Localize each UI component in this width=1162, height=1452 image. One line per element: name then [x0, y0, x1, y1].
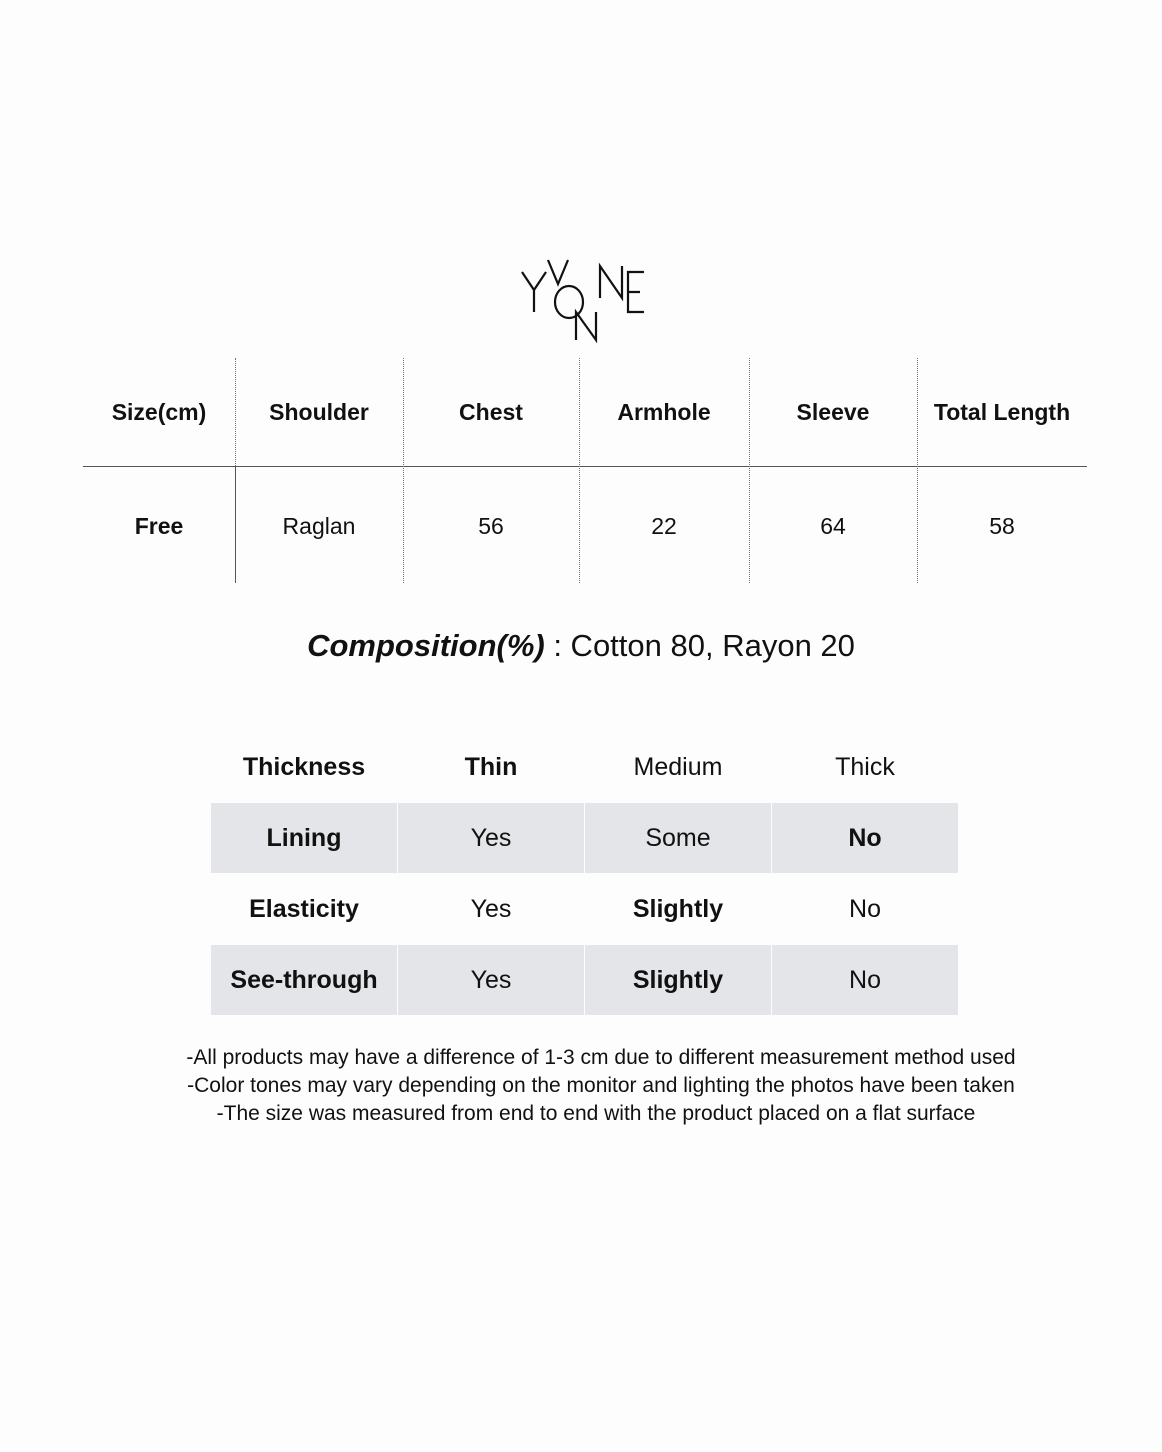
composition-line: [0, 624, 1162, 668]
fabric-option: Yes: [398, 803, 584, 873]
fabric-option: Thick: [835, 752, 895, 781]
yvonne-logo-mark: [518, 258, 652, 344]
fabric-option: Medium: [633, 752, 723, 781]
header-chest: Chest: [459, 398, 523, 425]
note-line: -All products may have a difference of 1-3 cm due to different measurement method used: [186, 1046, 1016, 1069]
fabric-option: No: [772, 945, 958, 1015]
cell-sleeve: 64: [820, 513, 846, 539]
fabric-row-label: Thickness: [242, 752, 366, 781]
header-shoulder: Shoulder: [269, 398, 369, 425]
fabric-option: No: [772, 803, 958, 873]
note-line: -The size was measured from end to end with the product placed on a flat surface: [216, 1102, 976, 1125]
composition-label: Composition(%): [307, 628, 545, 663]
cell-size: Free: [134, 513, 184, 539]
fabric-row-see-through: [211, 945, 958, 1015]
fabric-option: Some: [585, 803, 771, 873]
cell-armhole: 22: [651, 513, 677, 539]
fabric-row-label: See-through: [211, 945, 397, 1015]
fabric-option: Slightly: [632, 894, 724, 923]
cell-chest: 56: [478, 513, 504, 539]
size-table: [83, 358, 1087, 583]
disclaimer-notes: [0, 1044, 1162, 1128]
fabric-option: Yes: [398, 945, 584, 1015]
fabric-option: Slightly: [585, 945, 771, 1015]
fabric-properties-table: [211, 732, 958, 1016]
cell-shoulder: Raglan: [282, 513, 356, 539]
fabric-row-label: Elasticity: [249, 894, 359, 923]
fabric-row-lining: [211, 803, 958, 873]
fabric-row-thickness: [211, 732, 958, 802]
header-sleeve: Sleeve: [796, 398, 870, 425]
header-divider: [83, 466, 1087, 467]
header-armhole: Armhole: [617, 398, 711, 425]
brand-logo: [518, 258, 652, 344]
column-divider: [235, 358, 236, 466]
composition-value: : Cotton 80, Rayon 20: [544, 628, 855, 663]
fabric-option: No: [849, 894, 881, 923]
fabric-row-label: Lining: [211, 803, 397, 873]
header-size: Size(cm): [111, 398, 207, 425]
fabric-option: Yes: [470, 894, 512, 923]
header-total-length: Total Length: [933, 398, 1071, 425]
cell-total-length: 58: [989, 513, 1015, 539]
fabric-row-elasticity: [211, 874, 958, 944]
fabric-option: Thin: [464, 752, 518, 781]
note-line: -Color tones may vary depending on the monitor and lighting the photos have been taken: [187, 1074, 1015, 1097]
